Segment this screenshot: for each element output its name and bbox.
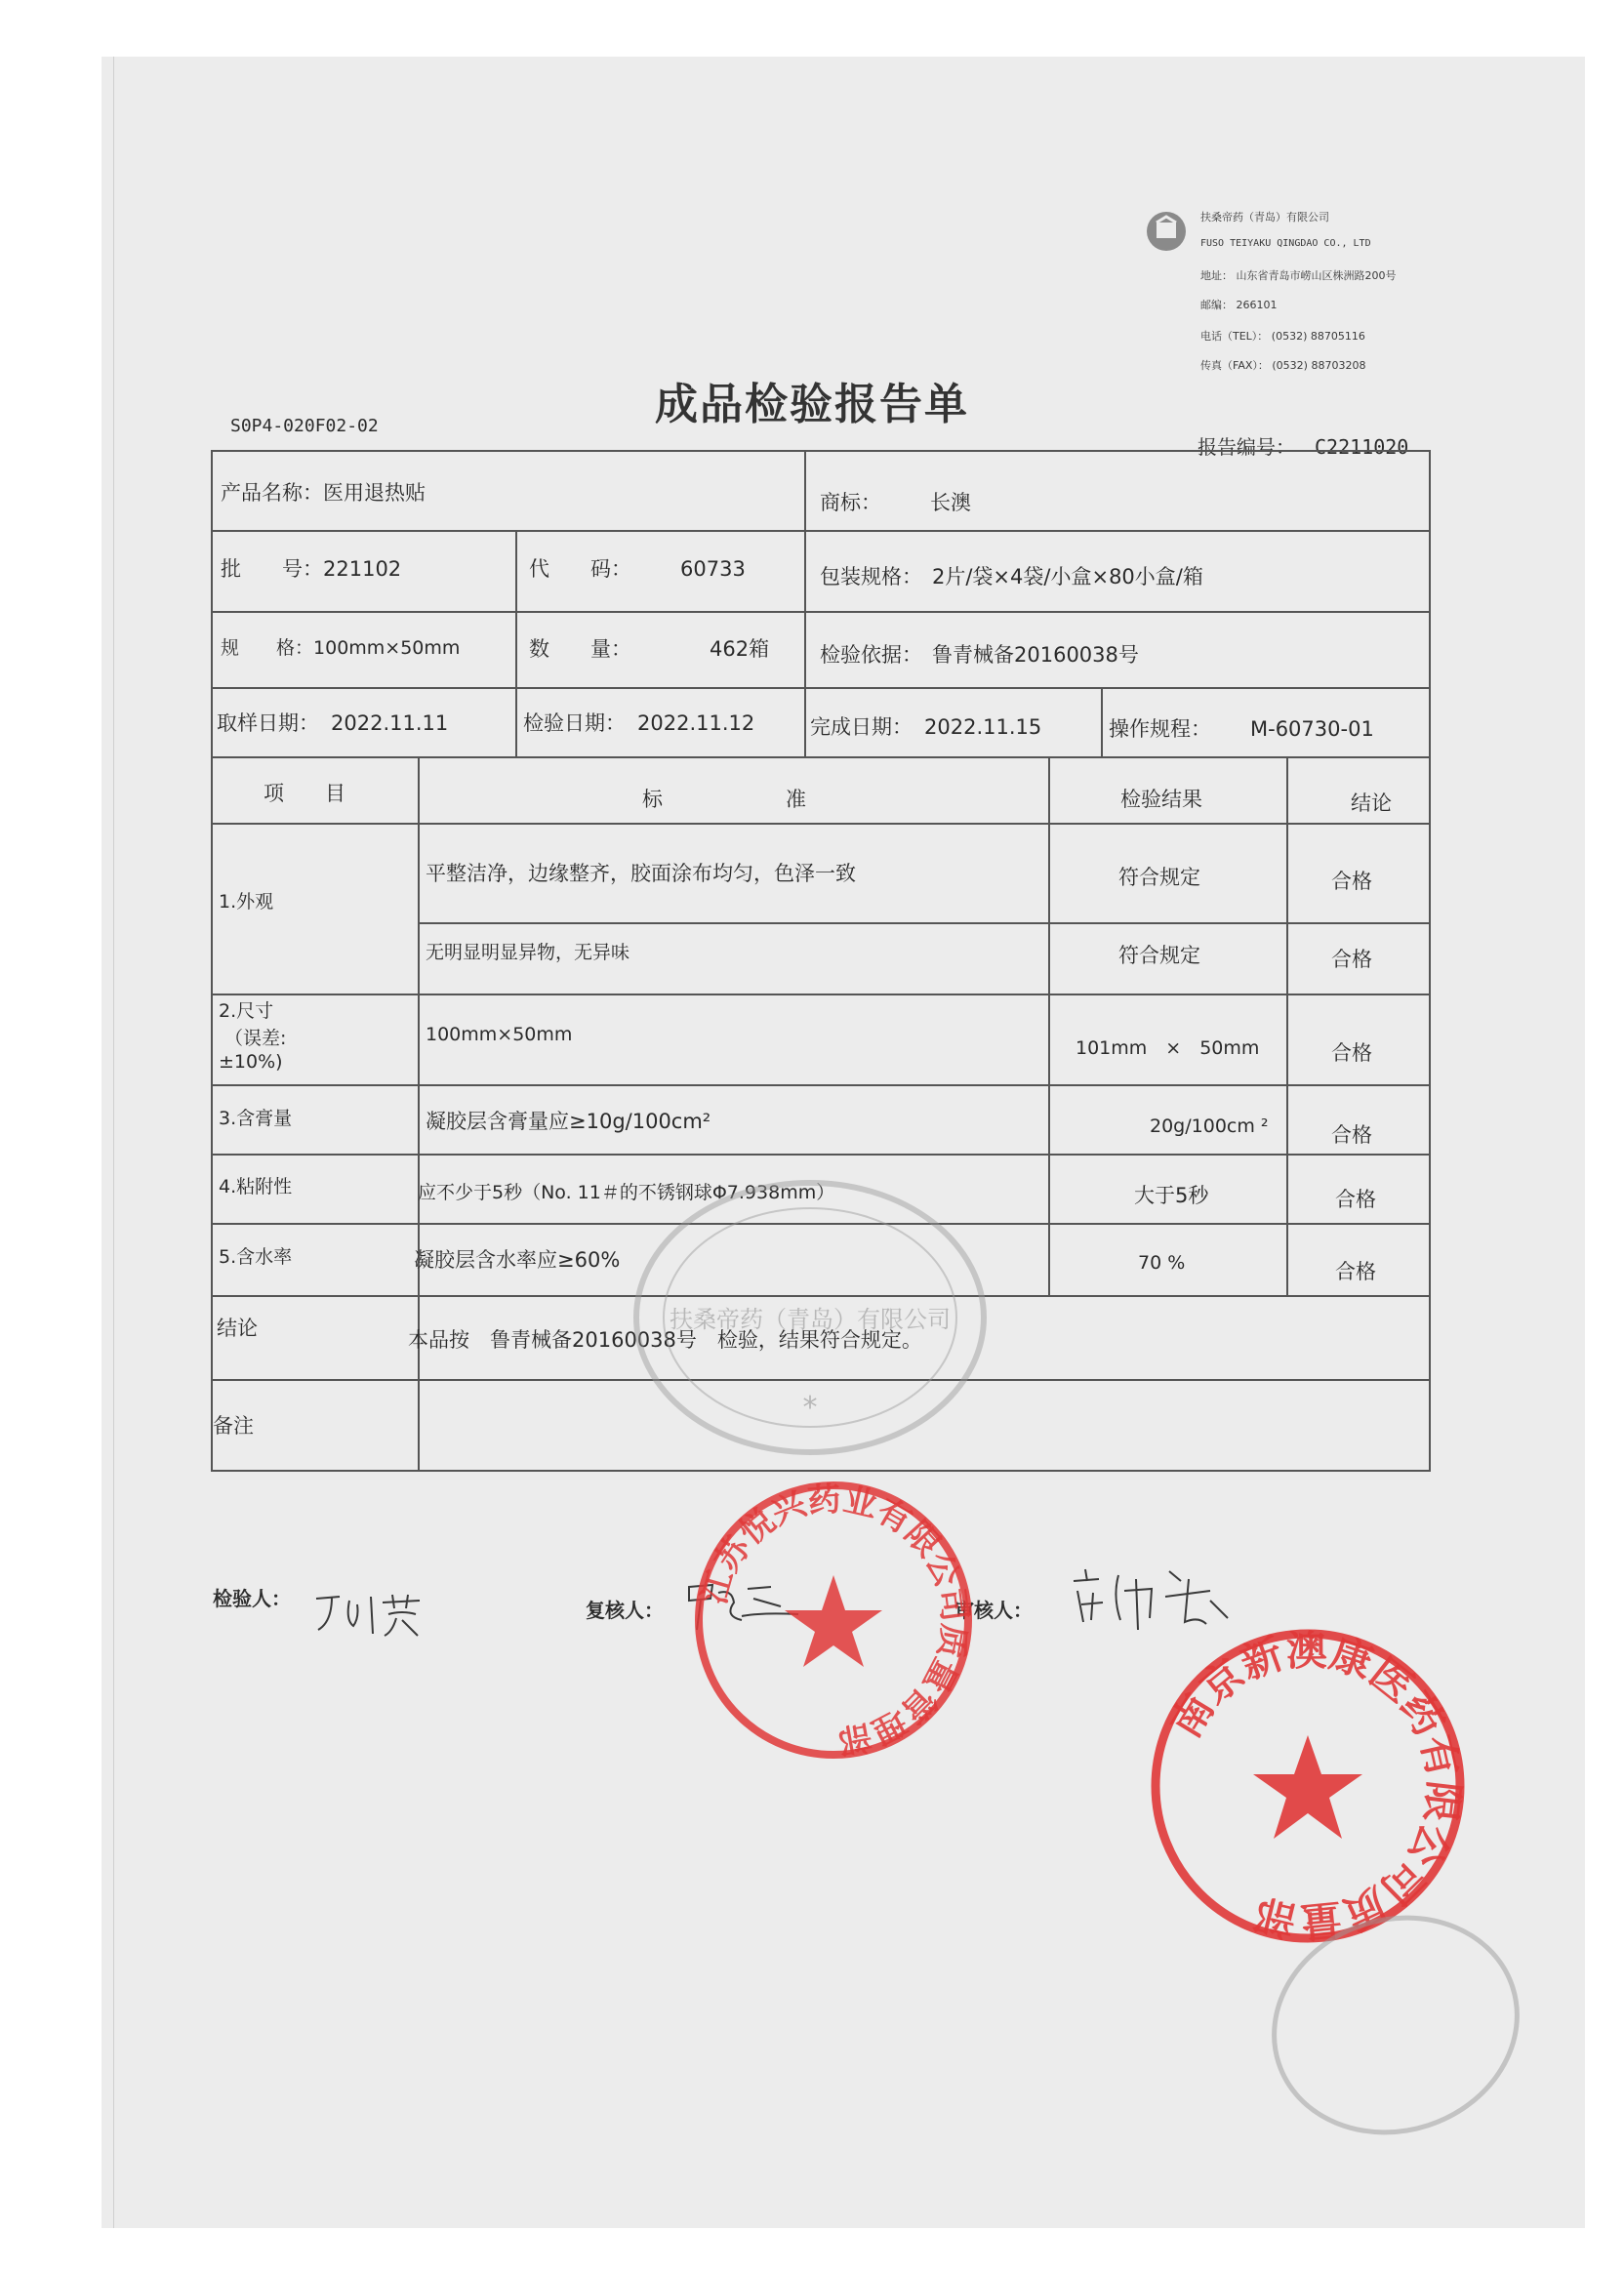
company-address: 地址： 山东省青岛市崂山区株洲路200号	[1200, 269, 1397, 282]
row-standard: 应不少于5秒（No. 11＃的不锈钢球Φ7.938mm）	[418, 1182, 835, 1203]
test-date-cell	[523, 708, 754, 737]
row-result: 大于5秒	[1134, 1184, 1209, 1207]
row-item-appearance: 1.外观	[219, 891, 274, 913]
finish-date-label: 完成日期：	[810, 715, 913, 739]
row-conclusion: 合格	[1331, 870, 1372, 893]
col-header-item: 项 目	[264, 782, 345, 805]
conclusion-label: 结论	[217, 1317, 258, 1340]
row-line	[213, 756, 1429, 758]
row-result: 20g/100cm ²	[1150, 1116, 1269, 1137]
pack-cell	[820, 561, 1203, 590]
row-standard: 平整洁净，边缘整齐，胶面涂布均匀，色泽一致	[426, 862, 856, 885]
col-line	[515, 530, 517, 756]
procedure-label: 操作规程：	[1109, 717, 1211, 741]
row-line	[418, 922, 1429, 924]
sample-date-value: 2022.11.11	[331, 711, 449, 735]
sample-date-label: 取样日期：	[217, 711, 319, 735]
reviewer-label: 复核人：	[586, 1599, 664, 1622]
row-item-size-tol2: ±10%)	[219, 1051, 283, 1073]
spec-label: 规 格：	[221, 637, 314, 659]
company-name-en: FUSO TEIYAKU QINGDAO CO., LTD	[1200, 238, 1371, 249]
approver-label: 审核人：	[954, 1599, 1033, 1622]
test-date-label: 检验日期：	[523, 711, 626, 735]
seal2-text: 南京新澳康医药有限公司质量部	[1160, 1626, 1469, 1947]
product-label: 产品名称：	[221, 481, 323, 505]
row-conclusion: 合格	[1331, 948, 1372, 971]
pack-value: 2片/袋×4袋/小盒×80小盒/箱	[932, 565, 1203, 588]
spec-cell	[221, 633, 460, 660]
brand-value: 长澳	[930, 491, 971, 514]
row-line	[213, 611, 1429, 613]
row-item-size-tol: （误差:	[224, 1028, 287, 1049]
basis-value: 鲁青械备20160038号	[932, 643, 1139, 667]
col-header-conclusion: 结论	[1351, 791, 1392, 815]
report-number-value: C2211020	[1315, 435, 1409, 459]
brand-cell	[820, 487, 971, 516]
finish-date-value: 2022.11.15	[924, 715, 1042, 739]
col-header-result: 检验结果	[1120, 788, 1202, 811]
row-result: 符合规定	[1118, 866, 1200, 889]
row-line	[213, 823, 1429, 825]
col-header-standard: 标 准	[642, 788, 806, 811]
qty-cell	[529, 633, 769, 663]
brand-label: 商标：	[820, 491, 881, 514]
seal3-text: 扶桑帝药（青岛）有限公司	[670, 1306, 951, 1333]
pack-label: 包装规格：	[820, 565, 922, 588]
row-line	[213, 994, 1429, 995]
row-conclusion: 合格	[1335, 1260, 1376, 1283]
quality-dept-seal-stamp	[687, 1474, 980, 1766]
row-line	[213, 1154, 1429, 1156]
company-name-cn: 扶桑帝药（青岛）有限公司	[1200, 211, 1329, 223]
faint-grey-seal-stamp	[1259, 1903, 1532, 2147]
report-number-label: 报告编号：	[1198, 435, 1295, 459]
qty-value: 462箱	[710, 637, 770, 661]
row-conclusion: 合格	[1331, 1041, 1372, 1065]
seal1-text: 江苏悦兴药业有限公司质量管理部	[694, 1480, 975, 1761]
row-line	[213, 530, 1429, 532]
row-item-size: 2.尺寸	[219, 1000, 274, 1022]
form-code: S0P4-020F02-02	[230, 416, 379, 436]
company-tel: 电话（TEL）： (0532) 88705116	[1200, 330, 1365, 343]
conclusion-text: 本品按 鲁青械备20160038号 检验，结果符合规定。	[408, 1328, 922, 1352]
procedure-cell	[1109, 713, 1374, 743]
row-item-paste: 3.含膏量	[219, 1108, 293, 1129]
batch-cell	[221, 553, 401, 583]
col-line	[1101, 687, 1103, 756]
row-result: 符合规定	[1118, 944, 1200, 967]
batch-label: 批 号：	[221, 557, 323, 581]
row-standard: 100mm×50mm	[426, 1024, 573, 1045]
row-result: 101mm × 50mm	[1076, 1037, 1260, 1059]
product-value: 医用退热贴	[323, 481, 426, 505]
col-line	[804, 452, 806, 756]
col-line	[418, 756, 420, 1472]
product-name-cell	[221, 477, 426, 507]
row-line	[213, 687, 1429, 689]
basis-label: 检验依据：	[820, 643, 922, 667]
row-item-water: 5.含水率	[219, 1246, 293, 1268]
inspector-label: 检验人：	[213, 1587, 291, 1610]
row-conclusion: 合格	[1335, 1188, 1376, 1211]
procedure-value: M-60730-01	[1250, 717, 1374, 741]
row-standard: 凝胶层含水率应≥60%	[414, 1248, 621, 1272]
row-item-adhesion: 4.粘附性	[219, 1176, 293, 1197]
col-line	[1048, 756, 1050, 1295]
svg-text:*: *	[802, 1391, 818, 1425]
row-result: 70 %	[1138, 1252, 1186, 1274]
col-line	[1286, 756, 1288, 1295]
company-fax: 传真（FAX）： (0532) 88703208	[1200, 359, 1366, 372]
row-conclusion: 合格	[1331, 1123, 1372, 1147]
inspector-signature	[310, 1591, 437, 1640]
company-postcode: 邮编： 266101	[1200, 299, 1278, 311]
batch-value: 221102	[323, 557, 402, 581]
company-seal-faint-stamp	[625, 1171, 995, 1464]
row-line	[213, 1084, 1429, 1086]
document-title: 成品检验报告单	[655, 380, 969, 429]
code-cell	[529, 553, 746, 583]
row-standard: 无明显明显异物，无异味	[426, 942, 630, 963]
spec-value: 100mm×50mm	[313, 637, 461, 659]
company-quality-seal-stamp	[1142, 1620, 1474, 1952]
row-standard: 凝胶层含膏量应≥10g/100cm²	[426, 1110, 711, 1133]
qty-label: 数 量：	[529, 637, 631, 661]
sample-date-cell	[217, 708, 448, 737]
company-logo-icon	[1144, 209, 1189, 254]
finish-date-cell	[810, 711, 1041, 741]
code-label: 代 码：	[529, 557, 631, 581]
basis-cell	[820, 639, 1139, 669]
code-value: 60733	[680, 557, 746, 581]
remark-label: 备注	[213, 1414, 254, 1438]
test-date-value: 2022.11.12	[637, 711, 755, 735]
